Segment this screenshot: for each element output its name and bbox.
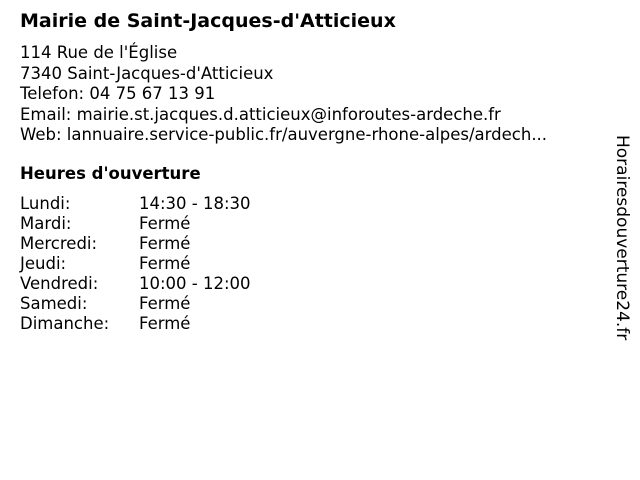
site-watermark: Horairesdouverture24.fr — [612, 135, 632, 341]
street-address: 114 Rue de l'Église — [20, 43, 178, 62]
day-hours: Fermé — [139, 254, 191, 273]
contact-block — [20, 43, 547, 146]
day-label: Dimanche: — [20, 314, 110, 333]
day-label: Samedi: — [20, 294, 88, 313]
phone-number: Telefon: 04 75 67 13 91 — [20, 84, 216, 103]
hours-row-wednesday — [20, 234, 251, 254]
hours-row-friday — [20, 274, 251, 294]
hours-list — [20, 194, 251, 334]
hours-row-tuesday — [20, 214, 251, 234]
hours-row-monday — [20, 194, 251, 214]
hours-row-saturday — [20, 294, 251, 314]
hours-heading: Heures d'ouverture — [20, 164, 201, 183]
day-hours: 14:30 - 18:30 — [139, 194, 251, 213]
city-address: 7340 Saint-Jacques-d'Atticieux — [20, 63, 274, 83]
day-hours: 10:00 - 12:00 — [139, 274, 251, 293]
hours-row-sunday — [20, 314, 251, 334]
day-hours: Fermé — [139, 294, 191, 313]
day-label: Mercredi: — [20, 234, 98, 253]
day-hours: Fermé — [139, 234, 191, 253]
day-label: Jeudi: — [20, 254, 67, 273]
hours-row-thursday — [20, 254, 251, 274]
website-link[interactable]: Web: lannuaire.service-public.fr/auvergne-rhone-alpes/ardech... — [20, 125, 548, 144]
day-label: Vendredi: — [20, 274, 99, 293]
office-title: Mairie de Saint-Jacques-d'Atticieux — [20, 10, 396, 32]
day-label: Lundi: — [20, 194, 71, 213]
day-hours: Fermé — [139, 214, 191, 233]
day-hours: Fermé — [139, 314, 191, 333]
day-label: Mardi: — [20, 214, 72, 233]
email-address: Email: mairie.st.jacques.d.atticieux@inforoutes-ardeche.fr — [20, 104, 501, 124]
